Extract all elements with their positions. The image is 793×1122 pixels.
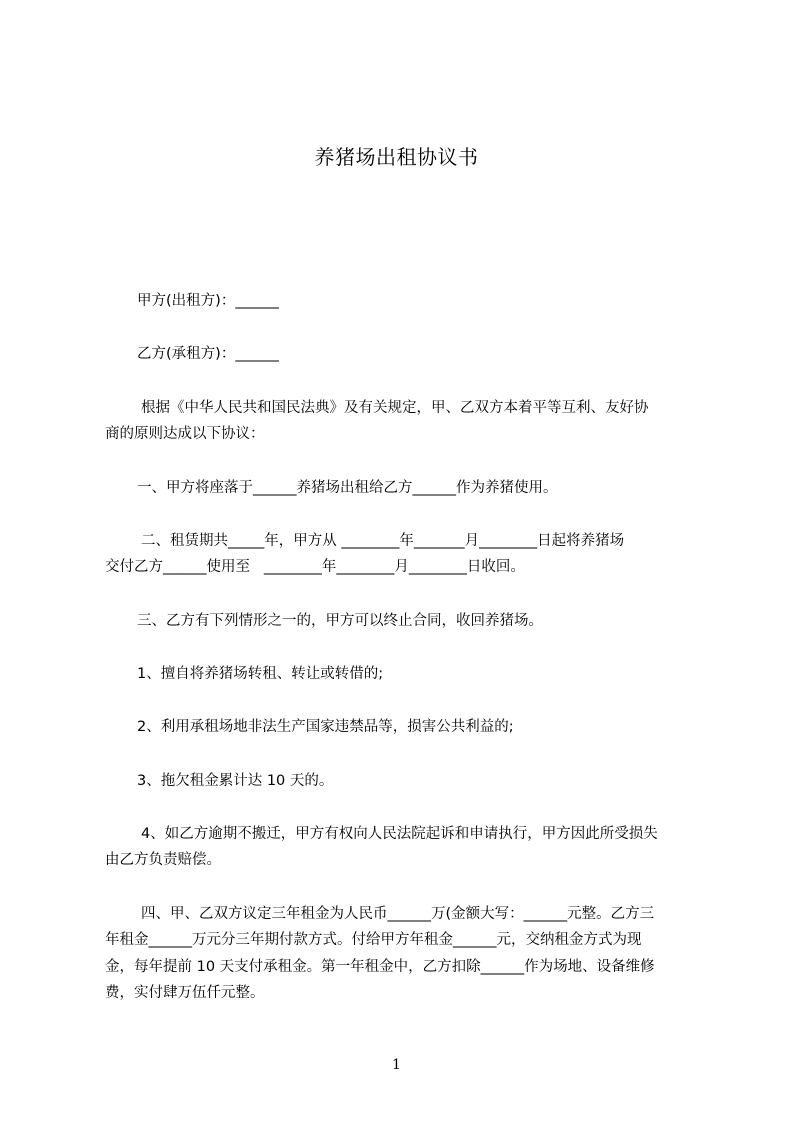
document-title: 养猪场出租协议书	[314, 145, 479, 169]
clause-4-line-4: 费，实付肆万伍仟元整。	[105, 985, 265, 1001]
page-number: 1	[392, 1057, 401, 1073]
clause-4-line-3: 金，每年提前 10 天支付承租金。第一年租金中，乙方扣除______作为场地、设备维修	[105, 959, 655, 975]
clause-2-line-2: 交付乙方______使用至 ________年________月________日收回。	[105, 559, 525, 575]
party-a-line: 甲方(出租方)：______	[137, 293, 279, 309]
clause-3: 三、乙方有下列情形之一的，甲方可以终止合同，收回养猪场。	[137, 613, 543, 629]
intro-line-1: 根据《中华人民共和国民法典》及有关规定，甲、乙双方本着平等互利、友好协	[141, 400, 649, 416]
clause-3-item-4-line-1: 4、如乙方逾期不搬迁，甲方有权向人民法院起诉和申请执行，甲方因此所受损失	[141, 826, 658, 842]
clause-1: 一、甲方将座落于______养猪场出租给乙方______作为养猪使用。	[137, 480, 558, 496]
party-b-line: 乙方(承租方)：______	[137, 346, 279, 362]
clause-3-item-1: 1、擅自将养猪场转租、转让或转借的;	[137, 666, 384, 682]
clause-3-item-3: 3、拖欠租金累计达 10 天的。	[137, 773, 334, 789]
clause-4-line-1: 四、甲、乙双方议定三年租金为人民币______万(金额大写：______元整。乙方三	[141, 906, 655, 922]
intro-line-2: 商的原则达成以下协议：	[105, 426, 265, 442]
clause-3-item-4-line-2: 由乙方负责赔偿。	[105, 852, 221, 868]
clause-2-line-1: 二、租赁期共_____年，甲方从 ________年_______月________日起将养猪场	[141, 533, 625, 549]
clause-4-line-2: 年租金______万元分三年期付款方式。付给甲方年租金______元，交纳租金方式为现	[105, 932, 642, 948]
clause-3-item-2: 2、利用承租场地非法生产国家违禁品等，损害公共利益的;	[137, 719, 514, 735]
